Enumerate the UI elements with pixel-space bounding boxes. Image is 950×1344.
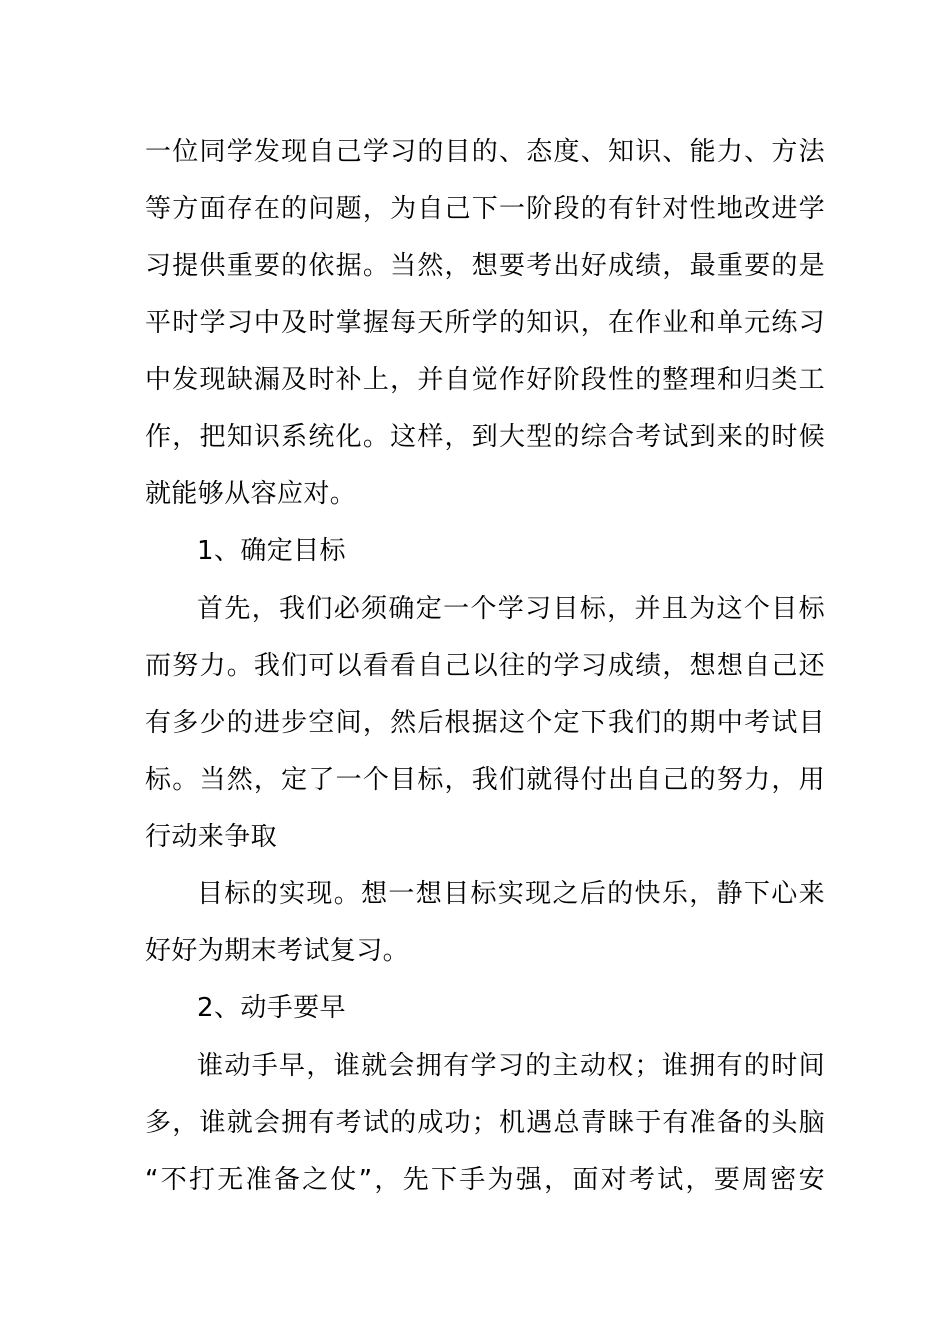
- paragraph-line: 等方面存在的问题，为自己下一阶段的有针对性地改进学: [145, 194, 825, 224]
- paragraph-line: 就能够从容应对。: [145, 479, 357, 509]
- paragraph-line: “不打无准备之仗”，先下手为强，面对考试，要周密安: [145, 1165, 825, 1195]
- paragraph-line: 而努力。我们可以看看自己以往的学习成绩，想想自己还: [145, 651, 825, 681]
- paragraph-line: 好好为期末考试复习。: [145, 936, 410, 966]
- paragraph-line: 行动来争取: [145, 822, 278, 852]
- paragraph-line: 谁动手早，谁就会拥有学习的主动权；谁拥有的时间: [197, 1051, 825, 1081]
- paragraph-line: 中发现缺漏及时补上，并自觉作好阶段性的整理和归类工: [145, 365, 825, 395]
- paragraph-line: 作，把知识系统化。这样，到大型的综合考试到来的时候: [145, 422, 825, 452]
- paragraph-line: 习提供重要的依据。当然，想要考出好成绩，最重要的是: [145, 251, 825, 281]
- paragraph-line: 标。当然，定了一个目标，我们就得付出自己的努力，用: [145, 765, 825, 795]
- section-heading-1: 1、确定目标: [197, 536, 346, 566]
- paragraph-line: 一位同学发现自己学习的目的、态度、知识、能力、方法: [145, 137, 825, 167]
- paragraph-line: 目标的实现。想一想目标实现之后的快乐，静下心来: [197, 879, 825, 909]
- paragraph-line: 多，谁就会拥有考试的成功；机遇总青睐于有准备的头脑: [145, 1108, 825, 1138]
- paragraph-line: 有多少的进步空间，然后根据这个定下我们的期中考试目: [145, 708, 825, 738]
- paragraph-line: 平时学习中及时掌握每天所学的知识，在作业和单元练习: [145, 308, 825, 338]
- paragraph-line: 首先，我们必须确定一个学习目标，并且为这个目标: [197, 594, 825, 624]
- section-heading-2: 2、动手要早: [197, 993, 346, 1023]
